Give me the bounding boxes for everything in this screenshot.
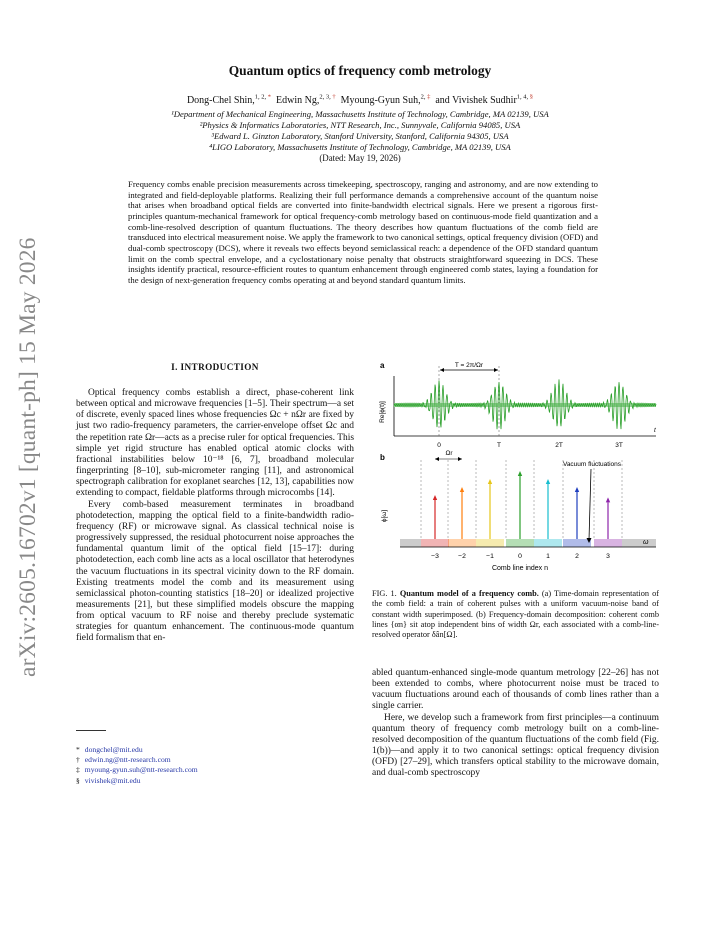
footnote-rule [76,730,106,731]
paragraph: Every comb-based measurement terminates in broadband photodetection, mapping the optical field to a finite-bandwidth radio-frequency (RF) or microwave signal. As classical technical noise is progressively suppressed, the residual photocurrent noise approaches the fundamental quantum limit of the optical field [15–17]: during photodetection, each comb line acts as a local oscillator that heterodynes the vacuum fluctuations in its spectral vicinity down to the RF domain. Existing treatments model the comb and its measurement using semiclassical photon-counting statistics [18–20] or idealized projective measurements [21], but these simplified models obscure the mapping from optical vacuum to RF noise and thereby preclude systematic strategies for quantum enhancement. The continuous-mode quantum field formalism that en- [76,499,354,644]
a-xlabel: t [654,427,656,434]
b-tick-label: −1 [486,553,494,560]
panel-a-label: a [380,361,385,370]
b-tick-label: 2 [575,553,579,560]
affiliation: ²Physics & Informatics Laboratories, NTT Research, Inc., Sunnyvale, California 94085, USA [199,120,521,130]
comb-line-head [546,479,550,484]
author: Dong-Chel Shin,$^{1, 2, *}$ [186,94,271,107]
figure-caption: FIG. 1. Quantum model of a frequency comb. (a) Time-domain representation of the comb field: a train of coherent pulses with a uniform vacuum-noise band of constant width superimposed. (b) Frequency-domain decomposition: coherent comb lines {αn} sit atop independent bins of width Ωr, each associated with a comb-line-resolved operator δân[Ω]. [372,589,659,640]
footnote[interactable]: ‡ myoung-gyun.suh@ntt-research.com [76,765,198,775]
vacuum-bin [421,539,449,547]
paragraph: abled quantum-enhanced single-mode quantum metrology [22–26] has not been extended to combs, where photocurrent noise must be traced to vacuum fluctuations around each of thousands of comb lines rather than a single carrier. [372,668,659,712]
vacuum-fluctuations-label: Vacuum fluctuations [562,461,622,468]
a-ticks [437,442,623,449]
vacuum-bin [563,539,591,547]
section-heading: I. INTRODUCTION [171,362,259,372]
affiliation: ⁴LIGO Laboratory, Massachusetts Institute of Technology, Cambridge, MA 02139, USA [209,142,511,152]
arxiv-identifier: arXiv:2605.16702v1 [quant-ph] 15 May 2026 [15,237,41,677]
a-tick-label: 0 [437,442,441,449]
vacuum-bin [400,539,421,547]
author: Myoung-Gyun Suh,$^{2, \ddagger}$ [340,94,431,107]
b-tick-label: −2 [458,553,466,560]
frequency-bins [400,460,656,547]
affiliations [0,109,720,153]
vacuum-bin [448,539,476,547]
date-line: (Dated: May 19, 2026) [319,153,401,163]
author-list [0,94,720,106]
comb-line-head [518,471,522,476]
comb-lines [433,471,610,539]
omega-r-label: Ωr [445,450,453,457]
a-ylabel: Re[ϕ(t)] [379,401,386,423]
b-tick-label: −3 [431,553,439,560]
figure-1 [372,356,660,582]
left-column-body [76,388,354,645]
b-ticks [431,553,610,560]
panel-b-label: b [380,453,385,462]
vacuum-bin [506,539,534,547]
paper-title: Quantum optics of frequency comb metrology [228,63,492,78]
affiliation: ¹Department of Mechanical Engineering, Massachusetts Institute of Technology, Cambridge, MA 02139, USA [171,109,549,119]
right-column-body [372,668,659,780]
b-xlabel: Comb line index n [491,565,549,572]
comb-line-head [606,497,610,502]
footnote[interactable]: * dongchel@mit.edu [76,745,143,754]
footnote[interactable]: § vivishek@mit.edu [76,775,141,785]
b-ylabel: ϕ[ω] [381,509,388,523]
a-tick-label: 3T [615,442,623,449]
vacuum-bin [594,539,622,547]
affiliation: ³Edward L. Ginzton Laboratory, Stanford University, Stanford, California 94305, USA [211,131,509,141]
comb-line-head [433,495,437,500]
abstract: Frequency combs enable precision measurements across timekeeping, spectroscopy, ranging and astronomy, and are now extending to integrated and field-deployable platforms. Realizing their full performance demands a comprehensive account of the quantum noise that arises when broadband optical fields are converted into finite-bandwidth electrical signals. Here we present a rigorous first-principles quantum-mechanical framework for optical frequency-comb metrology based on continuous-mode field quantization and a comb-line-resolved description of quantum fluctuations. The theory describes how quantum fluctuations of the comb field are transduced into electrical measurement noise. We apply the framework to two canonical settings, optical frequency division (OFD) and dual-comb spectroscopy (DCS), where it reveals two effects beyond semiclassical reach: a dependence of the OFD standard quantum limit on the comb spectral envelope, and a cyclostationary noise penalty that obstructs straightforward squeezing in DCS. These insights identify practical, resource-efficient routes to quantum enhancement through engineered comb states, laying a foundation for the design of next-generation frequency combs operating at and beyond standard quantum limits. [128,179,598,285]
footnote[interactable]: † edwin.ng@ntt-research.com [76,755,171,765]
comb-line-head [460,487,464,492]
b-tick-label: 3 [606,553,610,560]
author: Edwin Ng,$^{2, 3, \dagger}$ [275,94,336,107]
a-tick-label: 2T [555,442,563,449]
vacuum-bin [476,539,504,547]
vacuum-bin [534,539,562,547]
vacuum-pointer [589,469,591,540]
omega-label: ω [643,539,649,546]
a-tick-label: T [497,442,501,449]
paragraph: Optical frequency combs establish a direct, phase-coherent link between optical and microwave frequencies [1–5]. Their spectrum—a set of discrete, evenly spaced lines whose frequencies Ωc + nΩr are fixed by just two radio-frequency parameters, the carrier-envelope offset Ωc and the repetition rate Ωr—acts as a precise ruler for optical frequencies. This simple yet rigid structure has enabled optical atomic clocks with fractional instabilities below 10⁻¹⁸ [6, 7], broadband molecular fingerprinting [8–10], sub-micrometer ranging [11], and astronomical spectrograph calibration for exoplanet searches [12, 13], capabilities now extending to compact, fieldable platforms through microcombs [14]. [76,388,354,499]
footnotes [76,745,354,786]
paragraph: Here, we develop such a framework from first principles—a continuum quantum theory of frequency comb metrology built on a comb-line-resolved decomposition of the quantum fluctuations of the comb field (Fig. 1(b))—and apply it to two canonical settings: optical frequency division (OFD) [27–29], which transfers optical stability to the microwave domain, and dual-comb spectroscopy [372,712,659,779]
comb-line-head [575,487,579,492]
author: and Vivishek Sudhir$^{1, 4, \S}$ [435,94,534,107]
b-tick-label: 0 [518,553,522,560]
comb-line-head [488,479,492,484]
vacuum-bin [622,539,656,547]
period-label: T = 2π/Ωr [454,362,484,369]
b-tick-label: 1 [546,553,550,560]
